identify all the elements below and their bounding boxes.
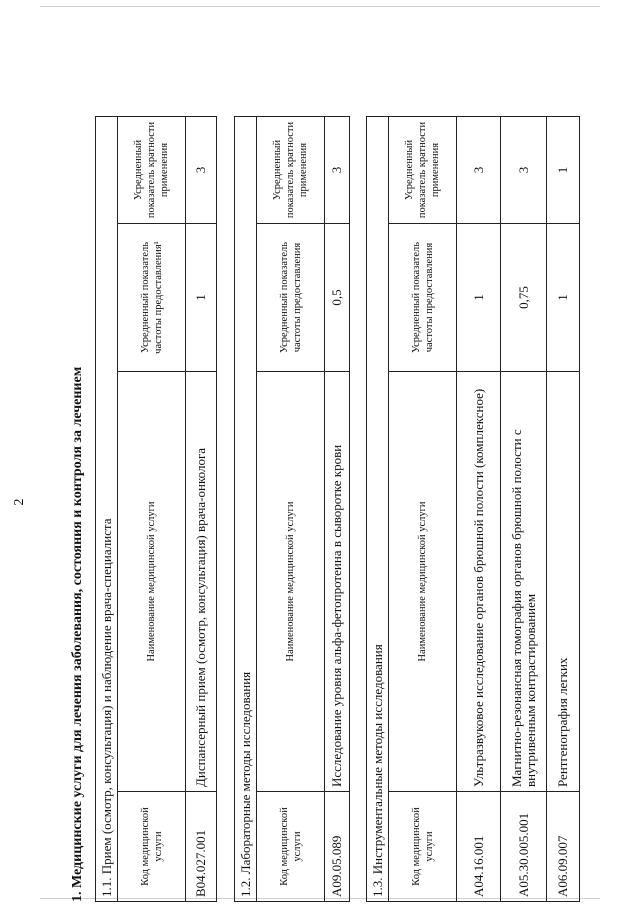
- multiplicity-value: 3: [470, 166, 486, 174]
- multiplicity-value: 1: [555, 166, 570, 174]
- service-code: A09.05.089: [325, 791, 349, 901]
- col-header-name: Наименование медицинской услуги: [257, 371, 324, 791]
- service-name: Магнитно-резонансная томография органов брюшной полости с внутривенным контрастированием: [501, 371, 546, 791]
- col-header-frequency: Усредненный показатель частоты предоставления¹: [118, 223, 185, 371]
- table-header-row: [389, 117, 457, 901]
- service-code: A04.16.001: [457, 791, 500, 901]
- service-code: B04.027.001: [186, 791, 216, 901]
- frequency-value: 1: [457, 223, 500, 371]
- rotated-page: [12, 62, 620, 902]
- service-code: A05.30.005.001: [501, 791, 546, 901]
- table-row: [501, 117, 547, 901]
- service-code: A06.09.007: [547, 791, 579, 901]
- col-header-frequency: Усредненный показатель частоты предоставления: [257, 223, 324, 371]
- frequency-value: 0,75: [501, 223, 546, 371]
- multiplicity-value: 3: [515, 166, 531, 174]
- table-title: 1.3. Инструментальные методы исследования: [367, 117, 389, 901]
- table-header-row: [257, 117, 325, 901]
- frequency-value: 1: [186, 223, 216, 371]
- col-header-code: Код медицинской услуги: [257, 791, 324, 901]
- table-row: [325, 117, 349, 901]
- service-name: Исследование уровня альфа-фетопротеина в сыворотке крови: [325, 371, 349, 791]
- table-consultations: [95, 116, 217, 902]
- service-name: Диспансерный прием (осмотр, консультация) врача-онколога: [186, 371, 216, 791]
- multiplicity-value: 3: [193, 166, 208, 174]
- col-header-frequency: Усредненный показатель частоты предоставления: [389, 223, 456, 371]
- service-name: Рентгенография легких: [547, 371, 579, 791]
- col-header-name: Наименование медицинской услуги: [389, 371, 456, 791]
- col-header-multiplicity: Усредненный показатель кратности применения: [404, 121, 441, 219]
- col-header-multiplicity: Усредненный показатель кратности применения: [272, 121, 309, 219]
- table-row: [547, 117, 579, 901]
- table-instrumental: [366, 116, 580, 902]
- scan-edge-top: [40, 6, 600, 7]
- section-heading: 1. Медицинские услуги для лечения заболевания, состояния и контроля за лечением: [70, 366, 85, 902]
- table-title: 1.2. Лабораторные методы исследования: [235, 117, 257, 901]
- table-header-row: [118, 117, 186, 901]
- multiplicity-value: 3: [329, 166, 344, 174]
- col-header-code: Код медицинской услуги: [118, 791, 185, 901]
- table-laboratory: [234, 116, 350, 902]
- service-name: Ультразвуковое исследование органов брюшной полости (комплексное): [457, 371, 500, 791]
- table-title: 1.1. Прием (осмотр, консультация) и наблюдение врача-специалиста: [96, 117, 118, 901]
- col-header-code: Код медицинской услуги: [389, 791, 456, 901]
- table-row: [186, 117, 216, 901]
- col-header-name: Наименование медицинской услуги: [118, 371, 185, 791]
- page-number: 2: [12, 498, 27, 506]
- frequency-value: 1: [547, 223, 579, 371]
- col-header-multiplicity: Усредненный показатель кратности применения: [133, 121, 170, 219]
- table-row: [457, 117, 501, 901]
- frequency-value: 0,5: [325, 223, 349, 371]
